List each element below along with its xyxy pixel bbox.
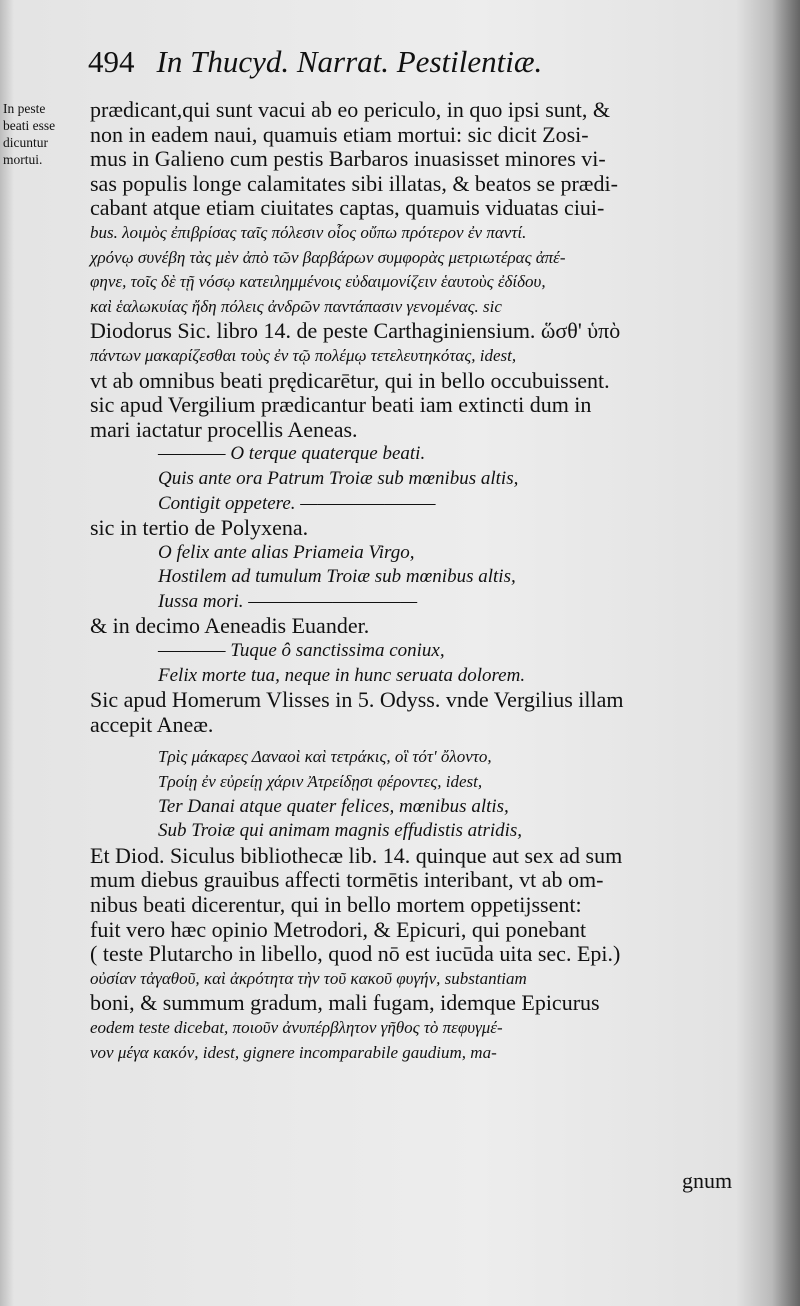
text-line: sic apud Vergilium prædicantur beati iam extincti dum in xyxy=(90,392,592,418)
greek-line: νον μέγα κακόν, idest, gignere incomparabile gaudium, ma- xyxy=(90,1042,497,1062)
text-line: non in eadem naui, quamuis etiam mortui: sic dicit Zosi- xyxy=(90,121,589,147)
verse-line: Quis ante ora Patrum Troiæ sub mœnibus altis, xyxy=(158,467,519,489)
margin-note-line: dicuntur xyxy=(3,135,48,150)
margin-note-line: mortui. xyxy=(3,152,43,167)
greek-line: πάντων μακαρίζεσθαι τοὺς ἐν τῷ πολέμῳ τετελευτηκότας, idest, xyxy=(90,345,517,365)
verse-line: Contigit oppetere. ———————— xyxy=(158,492,436,514)
text-line: mus in Galieno cum pestis Barbaros inuasisset minores vi- xyxy=(90,146,606,172)
text-line: boni, & summum gradum, mali fugam, idemque Epicurus xyxy=(90,990,600,1016)
verse-line: Felix morte tua, neque in hunc seruata dolorem. xyxy=(158,664,526,686)
greek-line: οὐσίαν τἀγαθοῦ, καὶ ἀκρότητα τὴν τοῦ κακοῦ φυγήν, substantiam xyxy=(90,968,527,988)
greek-line: bus. λοιμὸς ἐπιβρίσας ταῖς πόλεσιν οἷος οὔπω πρότερον ἐν παντί. xyxy=(90,222,527,242)
verse-line: Sub Troiæ qui animam magnis effudistis atridis, xyxy=(158,820,523,842)
text-line: Diodorus Sic. libro 14. de peste Carthaginiensium. ὥσθ' ὑπὸ xyxy=(90,318,621,344)
text-line: mari iactatur procellis Aeneas. xyxy=(90,416,358,442)
text-line: sic in tertio de Polyxena. xyxy=(90,515,309,541)
verse-line: O felix ante alias Priameia Virgo, xyxy=(158,541,415,563)
page-number: 494 xyxy=(88,44,135,79)
running-header xyxy=(88,42,728,82)
greek-verse-line: Τρὶς μάκαρες Δαναοὶ καὶ τετράκις, οἳ τότ' ὄλοντο, xyxy=(158,747,492,767)
page-body xyxy=(90,98,740,1065)
text-line: sas populis longe calamitates sibi illatas, & beatos se prædi- xyxy=(90,170,618,196)
verse-line: ———— O terque quaterque beati. xyxy=(158,443,426,465)
text-line: accepit Aneæ. xyxy=(90,711,214,737)
text-line: vt ab omnibus beati prędicarētur, qui in bello occubuissent. xyxy=(90,367,610,393)
text-line: Sic apud Homerum Vlisses in 5. Odyss. vnde Vergilius illam xyxy=(90,687,624,713)
catchword: gnum xyxy=(682,1168,733,1193)
margin-note-line: In peste xyxy=(3,101,46,116)
greek-line: eodem teste dicebat, ποιοῦν ἀνυπέρβλητον γῆθος τὸ πεφυγμέ- xyxy=(90,1017,503,1037)
running-title: In Thucyd. Narrat. Pestilentiæ. xyxy=(156,44,543,79)
spacer xyxy=(90,737,740,745)
text-line: nibus beati dicerentur, qui in bello mortem oppetijssent: xyxy=(90,892,582,917)
text-line: prædicant,qui sunt vacui ab eo periculo, in quo ipsi sunt, & xyxy=(90,97,610,122)
verse-line: ———— Tuque ô sanctissima coniux, xyxy=(158,640,445,662)
text-line: Et Diod. Siculus bibliothecæ lib. 14. quinque aut sex ad sum xyxy=(90,842,623,868)
text-line: cabant atque etiam ciuitates captas, quamuis viduatas ciui- xyxy=(90,195,605,221)
verse-line: Ter Danai atque quater felices, mœnibus altis, xyxy=(158,795,509,817)
margin-note-line: beati esse xyxy=(3,118,56,133)
verse-line: Iussa mori. —————————— xyxy=(158,590,418,612)
greek-verse-line: Τροίῃ ἐν εὐρείῃ χάριν Ἀτρείδῃσι φέροντες, idest, xyxy=(158,772,483,792)
text-line: ( teste Plutarcho in libello, quod nō est iucūda uita sec. Epi.) xyxy=(90,941,621,967)
verse-line: Hostilem ad tumulum Troiæ sub mœnibus altis, xyxy=(158,566,516,588)
margin-note xyxy=(3,100,85,168)
greek-line: φηνε, τοῖς δὲ τῇ νόσῳ κατειλημμένοις εὐδαιμονίζειν ἑαυτοὺς ἐδίδου, xyxy=(90,272,546,292)
text-line: & in decimo Aeneadis Euander. xyxy=(90,613,370,639)
greek-line: καὶ ἑαλωκυίας ἤδη πόλεις ἀνδρῶν παντάπασιν γενομένας. sic xyxy=(90,296,502,316)
greek-line: χρόνῳ συνέβη τὰς μὲν ἀπὸ τῶν βαρβάρων συμφορὰς μετριωτέρας ἀπέ- xyxy=(90,247,566,267)
text-line: fuit vero hæc opinio Metrodori, & Epicuri, qui ponebant xyxy=(90,916,587,942)
text-line: mum diebus grauibus affecti tormētis interibant, vt ab om- xyxy=(90,867,604,893)
